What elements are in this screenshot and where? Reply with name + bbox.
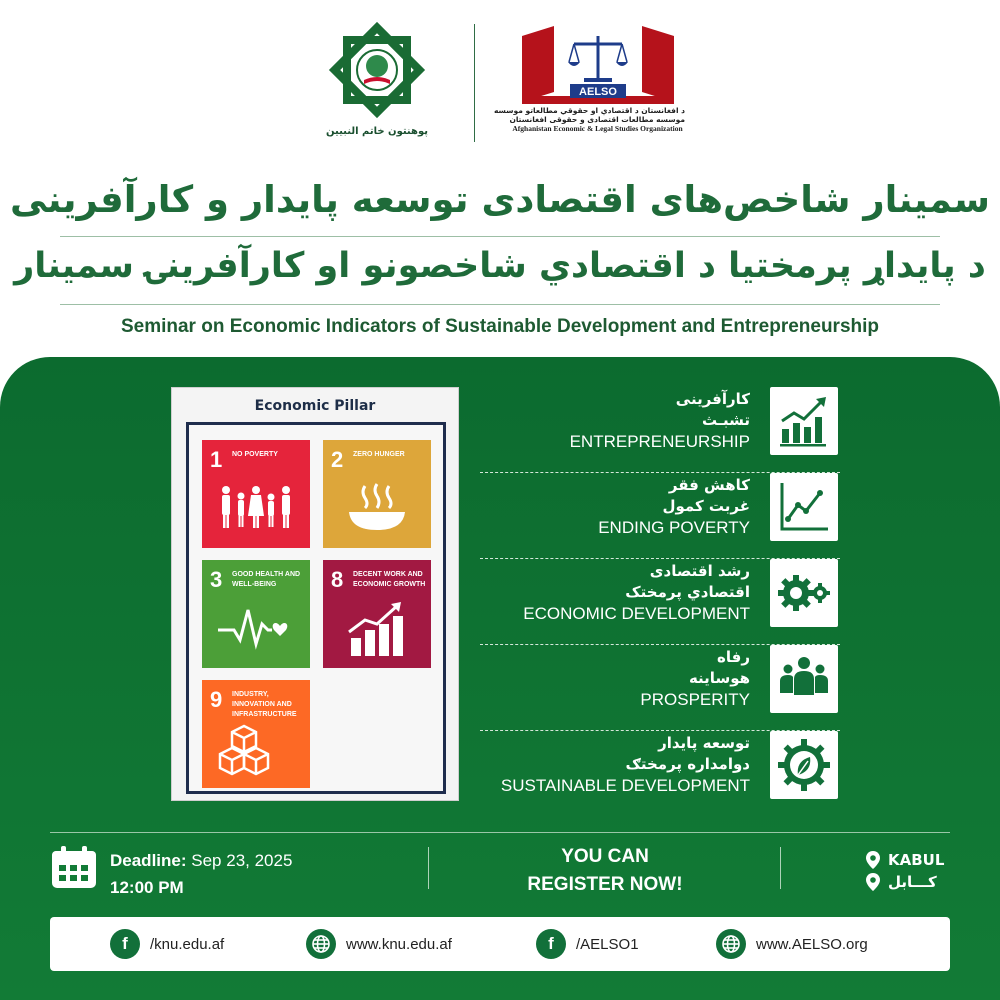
info-separator: [428, 847, 429, 889]
register-line-1: YOU CAN: [561, 846, 649, 867]
knu-emblem-icon: [328, 20, 426, 120]
deadline-info: [110, 847, 292, 901]
aelso-scales-icon: [514, 22, 682, 106]
globe-icon: [306, 929, 336, 959]
pillar-prosperity: [480, 645, 840, 731]
aelso-acronym: AELSO: [579, 86, 617, 98]
aelso-name-fa: موسسه مطالعات اقتصادی و حقوقی افغانستان: [509, 115, 685, 124]
location-pin-icon: [866, 873, 880, 891]
header-logos: [0, 18, 1000, 146]
pillar-label-fa: توسعه پایدار: [658, 734, 750, 752]
footer-links: [50, 917, 950, 971]
title-persian: سمینار شاخص‌های اقتصادی توسعه پایدار و کارآفرینی: [10, 178, 990, 221]
leaf-gear-icon: [776, 737, 832, 793]
pillar-label-fa: کارآفرینی: [675, 390, 750, 408]
pillar-economic-development: [480, 559, 840, 645]
location-info: [866, 849, 944, 893]
sdg-tile-number: 8: [331, 567, 344, 592]
pillar-label-en: SUSTAINABLE DEVELOPMENT: [500, 776, 750, 795]
sdg-tile-number: 9: [210, 687, 223, 712]
pillar-label-ps: غربت کمول: [662, 497, 750, 515]
knu-name: پوهنتون خاتم النبیین: [326, 126, 428, 137]
sdg-tile-label: INDUSTRY, INNOVATION AND INFRASTRUCTURE: [232, 691, 297, 718]
pillar-icon-box: [770, 387, 838, 455]
pillar-label-ps: دوامداره پرمختګ: [625, 755, 750, 773]
info-divider: [50, 832, 950, 833]
gears-icon: [776, 565, 832, 621]
link-text: /AELSO1: [576, 935, 639, 953]
sdg-tile-number: 3: [210, 567, 223, 592]
facebook-icon: f: [536, 929, 566, 959]
link-text: www.AELSO.org: [756, 935, 868, 953]
info-separator: [780, 847, 781, 889]
sdg-frame: [186, 422, 446, 794]
pillar-icon-box: [770, 645, 838, 713]
pillar-label-fa: رشد اقتصادی: [649, 562, 750, 580]
pillar-text: [570, 389, 750, 453]
sdg-tile-number: 1: [210, 447, 223, 472]
pillar-label-en: ENTREPRENEURSHIP: [569, 432, 750, 451]
green-section: [0, 357, 1000, 1000]
sdg-tile-9: [202, 680, 310, 788]
globe-icon: [716, 929, 746, 959]
sdg-tile-label: GOOD HEALTH AND WELL-BEING: [232, 571, 301, 588]
sdg-card: [171, 387, 459, 801]
aelso-logo: [494, 22, 690, 146]
pillar-icon-box: [770, 731, 838, 799]
title-english: Seminar on Economic Indicators of Sustainable Development and Entrepreneurship: [120, 316, 880, 337]
pillar-sustainable-development: [480, 731, 840, 817]
deadline-date: Sep 23, 2025: [191, 851, 293, 870]
pillar-text: [640, 647, 750, 711]
sdg-card-title: Economic Pillar: [254, 398, 376, 414]
bowl-icon: [337, 482, 417, 532]
link-knu-website[interactable]: [306, 929, 452, 959]
aelso-name-ps: د افغانستان د اقتصادي او حقوقي مطالعاتو موسسه: [494, 106, 685, 115]
pillar-ending-poverty: [480, 473, 840, 559]
pillar-entrepreneurship: [480, 387, 840, 473]
cubes-icon: [216, 722, 296, 778]
link-text: /knu.edu.af: [150, 935, 225, 953]
link-knu-facebook[interactable]: [110, 929, 224, 959]
facebook-icon: f: [110, 929, 140, 959]
register-line-2: REGISTER NOW!: [527, 874, 683, 895]
pillar-text: [598, 475, 750, 539]
sdg-tile-label: ZERO HUNGER: [353, 451, 405, 458]
link-text: www.knu.edu.af: [346, 935, 452, 953]
knu-logo: [322, 20, 432, 144]
calendar-icon: [50, 846, 98, 890]
location-pin-icon: [866, 851, 880, 869]
deadline-label: Deadline:: [110, 851, 187, 870]
people-group-icon: [776, 651, 832, 707]
aelso-org-names: [494, 106, 685, 133]
bar-chart-up-icon: [776, 393, 832, 449]
pillar-label-en: ENDING POVERTY: [598, 518, 750, 537]
register-cta[interactable]: [430, 843, 780, 899]
sdg-tile-1: [202, 440, 310, 548]
pillar-icon-box: [770, 559, 838, 627]
title-pashto: د پایداړ پرمختیا د اقتصادي شاخصونو او کارآفرینۍ سمینار: [14, 246, 986, 286]
pillar-label-ps: تشبـث: [701, 411, 750, 429]
pillar-label-fa: رفاه: [717, 648, 750, 666]
pillar-label-ps: هوساینه: [688, 669, 750, 687]
pillar-label-en: PROSPERITY: [640, 690, 750, 709]
sdg-tile-label: NO POVERTY: [232, 451, 278, 458]
link-aelso-website[interactable]: [716, 929, 868, 959]
location-fa: کـــابل: [888, 873, 937, 891]
sdg-tile-3: [202, 560, 310, 668]
title-divider: [60, 304, 940, 305]
sdg-tile-number: 2: [331, 447, 344, 472]
pillar-label-ps: اقتصادي پرمختک: [625, 583, 750, 601]
aelso-name-en: Afghanistan Economic & Legal Studies Organization: [512, 124, 683, 133]
link-aelso-facebook[interactable]: [536, 929, 639, 959]
pillar-label-fa: کاهش فقر: [668, 476, 750, 494]
deadline-time: 12:00 PM: [110, 878, 184, 897]
heartbeat-icon: [216, 602, 296, 652]
pillar-text: [501, 733, 750, 797]
pillar-icon-box: [770, 473, 838, 541]
logo-divider: [474, 24, 475, 142]
growth-chart-icon: [337, 602, 417, 658]
pillar-text: [523, 561, 750, 625]
location-en: KABUL: [888, 851, 945, 869]
sdg-tile-8: [323, 560, 431, 668]
pillar-label-en: ECONOMIC DEVELOPMENT: [523, 604, 750, 623]
title-divider: [60, 236, 940, 237]
sdg-tile-label: DECENT WORK AND ECONOMIC GROWTH: [353, 571, 426, 588]
line-chart-icon: [776, 479, 832, 535]
sdg-tile-2: [323, 440, 431, 548]
family-icon: [216, 482, 296, 532]
